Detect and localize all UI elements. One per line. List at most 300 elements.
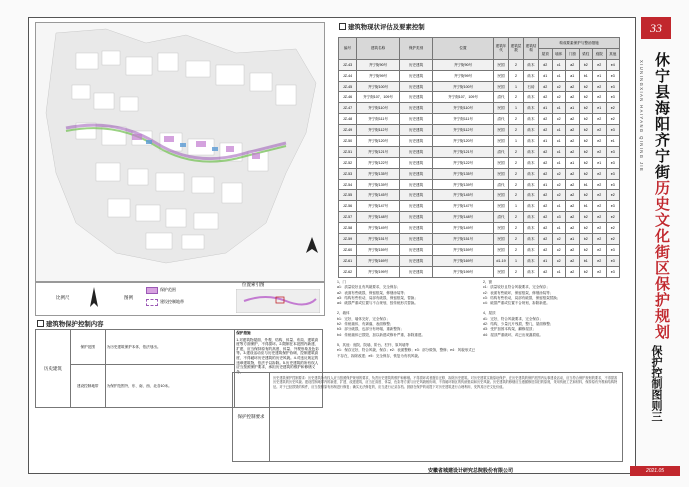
table-cell: 齐宁街100号 <box>433 81 494 92</box>
table-cell: b2 <box>579 168 593 179</box>
table-cell: 齐宁街121号 <box>433 146 494 157</box>
table-cell: e2 <box>606 212 620 223</box>
table-cell: e2 <box>593 234 607 245</box>
table-cell: 砖木 <box>524 92 539 103</box>
table-cell: 清代 <box>494 114 509 125</box>
table-cell: e3 <box>606 201 620 212</box>
table-cell: c2 <box>552 190 566 201</box>
table-cell: a2 <box>566 179 580 190</box>
th-location: 位置 <box>433 38 494 60</box>
table-cell: b2 <box>579 212 593 223</box>
table-cell: e2 <box>606 223 620 234</box>
table-cell: 民国 <box>494 266 509 277</box>
table-cell: 齐宁街120号 <box>433 136 494 147</box>
table-cell: 齐宁街151号 <box>433 234 494 245</box>
table-cell: JZ-53 <box>339 168 357 179</box>
th-structure: 建筑结构 <box>524 38 539 60</box>
vertical-subtitle: 保护控制图则三 <box>650 345 663 422</box>
table-row <box>339 234 620 245</box>
table-cell: 民国 <box>494 157 509 168</box>
th-no: 编号 <box>339 38 357 60</box>
table-cell: 砖木 <box>524 179 539 190</box>
table-cell: 2 <box>509 157 524 168</box>
requirements-label: 保护控制要求 <box>233 373 270 461</box>
buffer-label: 建设控制地带 <box>70 365 105 408</box>
table-cell: b2 <box>579 146 593 157</box>
table-cell: d1 <box>539 179 553 190</box>
table-cell: e3 <box>606 146 620 157</box>
table-cell: 齐宁街110号 <box>433 103 494 114</box>
table-cell: d2 <box>539 157 553 168</box>
table-cell: JZ-59 <box>339 234 357 245</box>
table-cell: 清代 <box>494 92 509 103</box>
table-cell: b2 <box>579 92 593 103</box>
table-cell: JZ-45 <box>339 81 357 92</box>
buffer-zone-swatch <box>146 299 158 306</box>
table-cell: 2 <box>509 190 524 201</box>
table-cell: e2 <box>593 114 607 125</box>
table-cell: JZ-52 <box>339 157 357 168</box>
table-row <box>339 201 620 212</box>
control-line: c3：结构有些松动，局部有破损，保留框架替换； <box>483 295 561 300</box>
table-cell: e1 <box>593 70 607 81</box>
table-cell: e2 <box>606 114 620 125</box>
table-cell: 齐宁街99号 <box>433 70 494 81</box>
table-cell: e3 <box>606 244 620 255</box>
table-cell: c2 <box>552 168 566 179</box>
table-cell: d1 <box>539 136 553 147</box>
table-cell: 石砖 <box>524 81 539 92</box>
table-cell: JZ-44 <box>339 70 357 81</box>
control-line: b2：传统墙体，有剥落，表面修整； <box>337 322 394 327</box>
table-cell: 齐宁街199号 <box>357 266 400 277</box>
table-cell: 民国 <box>494 103 509 114</box>
table-cell: b2 <box>579 223 593 234</box>
page-number-badge: 33 <box>641 17 671 39</box>
table-cell: JZ-54 <box>339 179 357 190</box>
table-cell: 齐宁街111号 <box>433 114 494 125</box>
table-cell: e2 <box>593 81 607 92</box>
table-cell: a2 <box>566 92 580 103</box>
table-cell: 齐宁街110号 <box>357 103 400 114</box>
th-category: 保护类别 <box>400 38 433 60</box>
table-cell: d2 <box>539 114 553 125</box>
table-cell: JZ-60 <box>339 244 357 255</box>
table-cell: a2 <box>566 255 580 266</box>
control-line: a4：破损严重或位置与不合规划，按传统形式替换。 <box>337 301 418 306</box>
table-cell: d1 <box>539 70 553 81</box>
table-row <box>339 103 620 114</box>
table-cell: e2 <box>593 201 607 212</box>
table-cell: 民国 <box>494 190 509 201</box>
legend-item-protection: 保护范围 <box>160 287 176 292</box>
table-cell: 民国 <box>494 234 509 245</box>
table-cell: b2 <box>579 136 593 147</box>
table-cell: b2 <box>579 125 593 136</box>
table-cell: 砖木 <box>524 255 539 266</box>
scale-label: 比例尺 <box>56 295 70 300</box>
table-cell: 2 <box>509 266 524 277</box>
table-cell: 历史建筑 <box>400 234 433 245</box>
table-cell: a2 <box>566 212 580 223</box>
table-cell: 砖木 <box>524 266 539 277</box>
table-cell: c1 <box>552 103 566 114</box>
table-cell: 2 <box>509 125 524 136</box>
table-cell: a2 <box>566 146 580 157</box>
table-cell: 砖木 <box>524 114 539 125</box>
table-cell: 砖木 <box>524 146 539 157</box>
table-cell: c2 <box>552 234 566 245</box>
th-sub-2: 门窗 <box>566 48 580 59</box>
table-cell: 齐宁街148号 <box>357 212 400 223</box>
table-cell: 1 <box>509 201 524 212</box>
table-cell: 历史建筑 <box>400 201 433 212</box>
table-cell: 民国 <box>494 168 509 179</box>
table-cell: 历史建筑 <box>400 70 433 81</box>
table-cell: 砖木 <box>524 212 539 223</box>
table-cell: 历史建筑 <box>400 190 433 201</box>
table-cell: 2 <box>509 70 524 81</box>
table-cell: 民国 <box>494 136 509 147</box>
table-cell: e3 <box>606 168 620 179</box>
control-line: 4、屋顶 <box>483 311 496 316</box>
control-measures-right <box>483 280 623 338</box>
table-cell: 齐宁街151号 <box>357 234 400 245</box>
table-cell: 齐宁街139号 <box>433 179 494 190</box>
table-cell: d1 <box>539 103 553 114</box>
table-cell: e3 <box>606 255 620 266</box>
table-cell: 齐宁街145号 <box>357 190 400 201</box>
table-cell: a1 <box>566 234 580 245</box>
table-cell: 齐宁街147号 <box>433 201 494 212</box>
table-cell: d2 <box>539 81 553 92</box>
table-cell: JZ-57 <box>339 212 357 223</box>
table-cell: e2 <box>593 223 607 234</box>
table-cell: 民国 <box>494 125 509 136</box>
table-cell: b2 <box>579 234 593 245</box>
table-row <box>339 168 620 179</box>
th-sub-1: 墙体 <box>552 48 566 59</box>
table-cell: 齐宁街199号 <box>433 266 494 277</box>
table-cell: a2 <box>566 168 580 179</box>
site-plan-map <box>35 22 325 282</box>
table-cell: JZ-48 <box>339 114 357 125</box>
table-cell: a2 <box>566 136 580 147</box>
table-cell: 民国 <box>494 59 509 70</box>
table-cell: c1 <box>552 223 566 234</box>
table-cell: 2 <box>509 59 524 70</box>
table-cell: 民国 <box>494 244 509 255</box>
table-cell: a2 <box>566 81 580 92</box>
table-cell: d2 <box>539 266 553 277</box>
table-cell: e2 <box>593 244 607 255</box>
table-cell: 历史建筑 <box>400 255 433 266</box>
table-cell: 历史建筑 <box>400 114 433 125</box>
table-cell: b1 <box>579 179 593 190</box>
table-cell: a2 <box>566 190 580 201</box>
table-cell: b2 <box>579 244 593 255</box>
req-inner-label: 保护措施 <box>236 331 251 335</box>
table-cell: 齐宁街159号 <box>433 244 494 255</box>
table-cell: a2 <box>566 266 580 277</box>
table-cell: c1 <box>552 125 566 136</box>
table-cell: d2 <box>539 146 553 157</box>
table-cell: d1 <box>539 255 553 266</box>
table-cell: JZ-62 <box>339 266 357 277</box>
vertical-title: 休宁县海阳齐宁街历史文化街区保护规划 <box>653 52 671 340</box>
table-cell: c2 <box>552 92 566 103</box>
table-row <box>339 179 620 190</box>
table-cell: 历史建筑 <box>400 92 433 103</box>
table-cell: 齐宁街100号 <box>357 81 400 92</box>
table-cell: 砖木 <box>524 103 539 114</box>
table-cell: 历史建筑 <box>400 146 433 157</box>
table-cell: 历史建筑 <box>400 59 433 70</box>
table-cell: 2 <box>509 223 524 234</box>
table-cell: 齐宁街107、109号 <box>433 92 494 103</box>
table-cell: 1 <box>509 255 524 266</box>
table-cell: JZ-51 <box>339 146 357 157</box>
table-row <box>339 266 620 277</box>
table-cell: 齐宁街169号 <box>433 255 494 266</box>
table-cell: e3 <box>606 92 620 103</box>
th-sub-5: 其他 <box>606 48 620 59</box>
table-cell: a2 <box>566 223 580 234</box>
table-cell: 齐宁街149号 <box>433 223 494 234</box>
table-cell: d2 <box>539 168 553 179</box>
table-cell: 2 <box>509 212 524 223</box>
table-cell: 砖木 <box>524 234 539 245</box>
protection-category: 历史建筑 <box>36 330 71 408</box>
protection-section-title: 建筑物保护控制内容 <box>37 319 104 328</box>
table-cell: c2 <box>552 179 566 190</box>
table-cell: JZ-58 <box>339 223 357 234</box>
control-line: b1：完好，墙体完好，完全保存； <box>337 316 390 321</box>
table-cell: d2 <box>539 234 553 245</box>
building-table <box>338 37 620 278</box>
table-cell: 历史建筑 <box>400 103 433 114</box>
table-cell: 砖木 <box>524 157 539 168</box>
table-cell: d1-19 <box>494 255 509 266</box>
table-row <box>339 59 620 70</box>
table-cell: b2 <box>579 190 593 201</box>
table-cell: 齐宁街147号 <box>357 201 400 212</box>
table-cell: c2 <box>552 114 566 125</box>
table-cell: a1 <box>566 157 580 168</box>
table-cell: 齐宁街112号 <box>433 125 494 136</box>
table-cell: 砖木 <box>524 125 539 136</box>
table-cell: a2 <box>566 201 580 212</box>
table-cell: 齐宁街139号 <box>357 179 400 190</box>
table-cell: 砖木 <box>524 201 539 212</box>
table-cell: e2 <box>593 125 607 136</box>
table-cell: 历史建筑 <box>400 266 433 277</box>
table-row <box>339 146 620 157</box>
requirements-text: 历史建筑保护控制要求：历史建筑所有权人应当按照保护规划的要求，负责历史建筑的维护和修缮。不得损坏或者擅自迁移、拆除历史建筑。对历史建筑实施原址保护，在历史建筑的保护范围内从事建设活动，应当符合保护规划的要求，不得损害历史建筑的历史风貌。建设控制地带内的新建、扩建、改建建筑，应当在高度、体量、色彩等方面与历史风貌相协调，不得破坏街区的传统格局和历史风貌。历史建筑的修缮应当遵循修旧如旧的原则，采用传统工艺和材料，保持原有外观和结构特征。对于已经损毁的构件，应当按照原有形制进行修复；确实无法修复的，应当进行记录存档。鼓励在保护的前提下对历史建筑进行合理利用，发挥其历史文化价值。 <box>273 376 618 389</box>
table-cell: b1 <box>579 70 593 81</box>
table-cell: b2 <box>579 81 593 92</box>
th-group: 构成要素保护与整治措施 <box>539 38 620 49</box>
table-cell: d2 <box>539 223 553 234</box>
table-cell: b2 <box>579 266 593 277</box>
table-cell: e2 <box>606 234 620 245</box>
table-cell: e4 <box>606 59 620 70</box>
table-cell: d2 <box>539 92 553 103</box>
table-cell: e3 <box>606 157 620 168</box>
table-cell: 齐宁街120号 <box>357 136 400 147</box>
control-line: c2：表面有些破坏，保留框架，修缮涂装等； <box>483 290 554 295</box>
th-sub-3: 梁柱 <box>579 48 593 59</box>
control-line: b4：传统墙体已损毁，加以新建或修补严重，拆除重建。 <box>337 332 425 337</box>
company-name: 安徽省城建设计研究总院股份有限公司 <box>428 468 514 474</box>
table-cell: c1 <box>552 157 566 168</box>
map-graphic <box>36 23 324 281</box>
table-row <box>339 212 620 223</box>
table-cell: 砖木 <box>524 59 539 70</box>
buffer-text: 为保护范围外，东、南、西、北各10米。 <box>105 365 235 408</box>
table-cell: 民国 <box>494 223 509 234</box>
protection-zone-swatch <box>146 287 158 294</box>
table-row <box>339 244 620 255</box>
control-line: a3：结构有些松动，局部有破损，保留框架，替换； <box>337 295 418 300</box>
table-cell: 砖木 <box>524 223 539 234</box>
table-cell: e2 <box>606 103 620 114</box>
table-cell: 历史建筑 <box>400 244 433 255</box>
table-cell: c2 <box>552 244 566 255</box>
table-cell: JZ-56 <box>339 201 357 212</box>
control-line: d2：结构，少量瓦片残损，整几，屋面修整； <box>483 322 554 327</box>
table-cell: a1 <box>566 103 580 114</box>
table-cell: a2 <box>566 59 580 70</box>
table-cell: 历史建筑 <box>400 212 433 223</box>
pinyin-subtitle: XIUNINGXIAN HAIYANG QINING JIE <box>639 60 644 173</box>
table-cell: 历史建筑 <box>400 168 433 179</box>
table-row <box>339 157 620 168</box>
table-cell: JZ-49 <box>339 125 357 136</box>
control-line: a1：质量较好且有风貌要求，完全保存； <box>337 285 401 290</box>
table-cell: JZ-55 <box>339 190 357 201</box>
scope-label: 保护范围 <box>70 330 105 365</box>
control-line: b3：部分破损，也部分有坍塌，重新整饰； <box>337 327 404 332</box>
table-cell: 清代 <box>494 179 509 190</box>
table-cell: e2 <box>593 266 607 277</box>
table-cell: 砖木 <box>524 136 539 147</box>
table-cell: 历史建筑 <box>400 136 433 147</box>
table-cell: c1 <box>552 146 566 157</box>
table-cell: 历史建筑 <box>400 81 433 92</box>
table-cell: 民国 <box>494 70 509 81</box>
table-row <box>339 255 620 266</box>
table-cell: e3 <box>606 179 620 190</box>
control-line: 2、窗 <box>483 280 492 284</box>
table-cell: 砖木 <box>524 168 539 179</box>
table-cell: a2 <box>566 244 580 255</box>
table-cell: c1 <box>552 136 566 147</box>
table-cell: 齐宁街121号 <box>357 146 400 157</box>
table-cell: 齐宁街112号 <box>357 125 400 136</box>
table-cell: d2 <box>539 59 553 70</box>
table-cell: 1 <box>509 103 524 114</box>
th-floors: 建筑层数 <box>509 38 524 60</box>
table-cell: e2 <box>593 255 607 266</box>
control-line: 2、墙体 <box>337 311 350 316</box>
table-cell: e2 <box>593 59 607 70</box>
table-cell: b2 <box>579 59 593 70</box>
table-cell: 2 <box>509 146 524 157</box>
table-cell: 2 <box>509 234 524 245</box>
table-cell: a2 <box>566 114 580 125</box>
table-row <box>339 125 620 136</box>
table-cell: c1 <box>552 70 566 81</box>
north-arrow-icon <box>88 287 100 311</box>
table-cell: b2 <box>579 114 593 125</box>
table-cell: c1 <box>552 59 566 70</box>
table-cell: 齐宁街90号 <box>357 59 400 70</box>
table-cell: b2 <box>579 157 593 168</box>
legend-item-buffer: 建设控制地带 <box>160 299 184 304</box>
table-cell: JZ-61 <box>339 255 357 266</box>
table-cell: 齐宁街159号 <box>357 244 400 255</box>
control-line: d3：受护加固本构架，翻修屋顶； <box>483 327 536 332</box>
table-cell: e2 <box>593 190 607 201</box>
table-cell: 砖木 <box>524 190 539 201</box>
control-line: a2：表面有些破损，保留框架，修缮涂装等； <box>337 290 408 295</box>
table-cell: e1 <box>606 136 620 147</box>
control-line: 5、其他：庭院、院墙、阶台、栏杆、原风墙等 <box>337 342 409 347</box>
table-cell: b1 <box>579 255 593 266</box>
table-cell: 民国 <box>494 81 509 92</box>
table-cell: d2 <box>539 201 553 212</box>
table-cell: e3 <box>606 70 620 81</box>
table-cell: b1 <box>579 201 593 212</box>
table-cell: d2 <box>539 125 553 136</box>
table-cell: b2 <box>579 103 593 114</box>
table-cell: 齐宁街148号 <box>433 212 494 223</box>
table-cell: e2 <box>593 179 607 190</box>
table-cell: e2 <box>593 136 607 147</box>
table-cell: c3 <box>552 212 566 223</box>
table-cell: 齐宁街149号 <box>357 223 400 234</box>
key-map-label: 位置索引图 <box>242 282 265 287</box>
table-cell: 齐宁街90号 <box>433 59 494 70</box>
control-line: c4：破损严重或位置不合规划，拆除新建。 <box>483 301 550 306</box>
table-cell: e3 <box>606 81 620 92</box>
table-cell: e1 <box>593 157 607 168</box>
table-cell: JZ-43 <box>339 59 357 70</box>
building-table-title: 建筑物现状评估及要素控制 <box>339 22 425 31</box>
table-row <box>339 70 620 81</box>
table-row <box>339 114 620 125</box>
th-sub-4: 庭院 <box>593 48 607 59</box>
control-measures-left <box>337 280 477 359</box>
table-cell: 齐宁街107、109号 <box>357 92 400 103</box>
table-row <box>339 190 620 201</box>
table-cell: 齐宁街99号 <box>357 70 400 81</box>
table-cell: 齐宁街111号 <box>357 114 400 125</box>
table-cell: 1 <box>509 136 524 147</box>
table-cell: 历史建筑 <box>400 223 433 234</box>
table-cell: 2 <box>509 244 524 255</box>
control-line: 1、门 <box>337 280 346 284</box>
table-cell: JZ-47 <box>339 103 357 114</box>
th-sub-0: 屋顶 <box>539 48 553 59</box>
table-cell: 2 <box>509 114 524 125</box>
table-cell: 1 <box>509 81 524 92</box>
control-line: e1：保存完好，符合风貌，保存；e2：表面整修；e3：部分做饰，整修；e4：风貌形式已不存在，拆除改建；e5：完全保存，恢复为有机风貌。 <box>337 348 476 358</box>
table-cell: d2 <box>539 190 553 201</box>
table-cell: 齐宁街135号 <box>357 168 400 179</box>
table-cell: d2 <box>539 244 553 255</box>
